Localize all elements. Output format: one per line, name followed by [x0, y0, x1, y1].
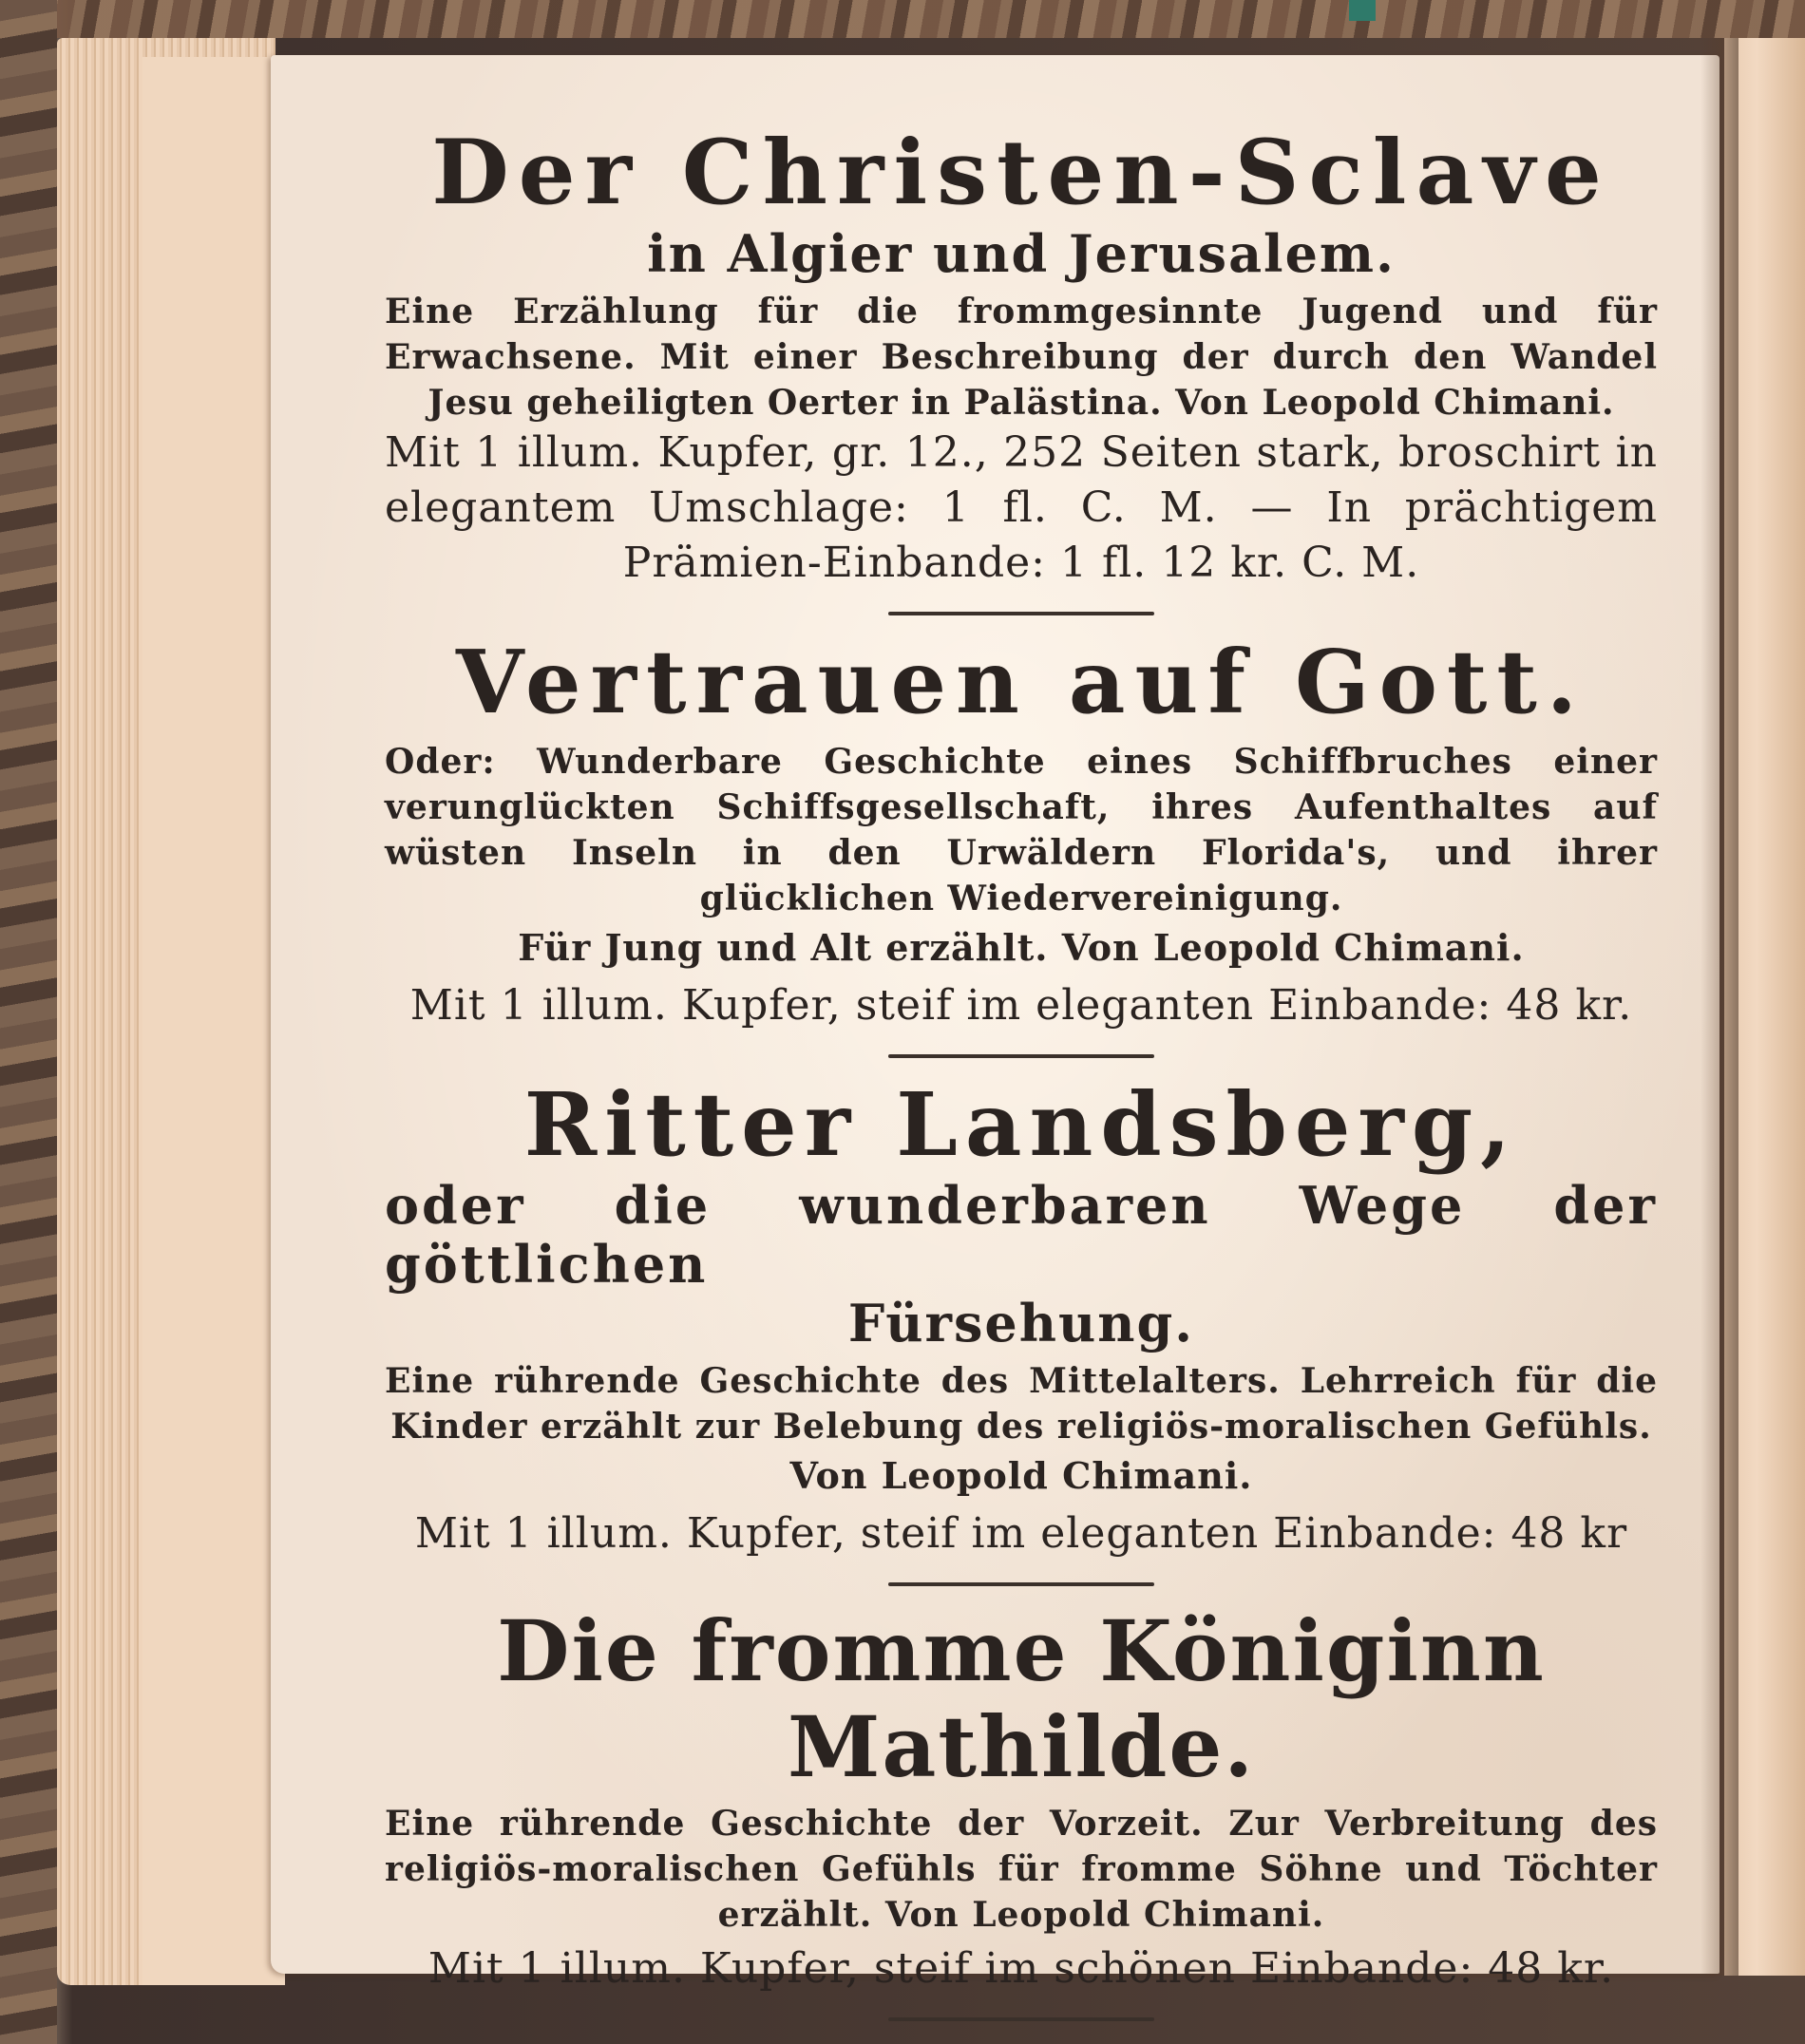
divider-rule: [888, 1054, 1154, 1058]
entry-subtitle-continued: Fürsehung.: [847, 1292, 1195, 1353]
entry-title: Der Christen-Sclave: [431, 121, 1611, 225]
divider-rule: [888, 1582, 1154, 1586]
entry-price: Mit 1 illum. Kupfer, steif im schönen Einbande: 48 kr.: [428, 1944, 1615, 1994]
entry-description: Eine rührende Geschichte des Mittelalters. Lehrreich für die Kinder erzählt zur Belebung des religiös-moralischen Gefühls.: [385, 1361, 1658, 1448]
entry-subtitle: in Algier und Jerusalem.: [647, 223, 1396, 285]
entry-koeniginn-mathilde: [385, 1603, 1658, 1997]
entry-description: Eine rührende Geschichte der Vorzeit. Zur Verbreitung des religiös-moralischen Gefühls für fromme Söhne und Töchter erzählt. Von Leopold Chimani.: [385, 1804, 1658, 1936]
entry-title: Die fromme Königinn Mathilde.: [497, 1601, 1546, 1797]
entry-vertrauen-auf-gott: [385, 633, 1658, 1033]
entry-ritter-landsberg: [385, 1072, 1658, 1561]
page-edges-inner: [142, 57, 285, 1985]
advertisement-content: [385, 122, 1658, 2038]
entry-title: Ritter Landsberg,: [523, 1072, 1519, 1176]
entry-description: Oder: Wunderbare Geschichte eines Schiffbruches einer verunglückten Schiffsgesellschaft, ihres Aufenthaltes auf wüsten Inseln in den Urwäldern Florida's, und ihrer glücklichen Wiedervereinigung.: [385, 741, 1658, 918]
entry-author-line: Für Jung und Alt erzählt. Von Leopold Chimani.: [518, 925, 1525, 969]
entry-title: Vertrauen auf Gott.: [456, 631, 1586, 734]
entry-christen-sclave: [385, 122, 1658, 591]
entry-price: Mit 1 illum. Kupfer, steif im eleganten Einbande: 48 kr: [414, 1509, 1628, 1559]
book-page: [271, 55, 1720, 1994]
page-gutter-shadow: [1700, 38, 1738, 1976]
marbled-spine: [0, 0, 57, 2044]
bookmark-ribbon: [1349, 0, 1376, 21]
divider-rule: [888, 612, 1154, 615]
entry-author-line: Von Leopold Chimani.: [789, 1454, 1253, 1498]
entry-price: Mit 1 illum. Kupfer, steif im eleganten Einbande: 48 kr.: [409, 980, 1633, 1030]
marbled-cover-edge: [0, 0, 1805, 38]
divider-rule: [888, 2017, 1154, 2021]
entry-subtitle: oder die wunderbaren Wege der göttlichen: [385, 1174, 1658, 1295]
entry-description: Eine Erzählung für die frommgesinnte Jugend und für Erwachsene. Mit einer Beschreibung der durch den Wandel Jesu geheiligten Oerter in Palästina. Von Leopold Chimani.: [385, 292, 1658, 424]
entry-price: Mit 1 illum. Kupfer, gr. 12., 252 Seiten stark, broschirt in elegantem Umschlage: 1 fl. C. M. — In prächtigem Prämien-Einbande: 1 fl. 12 kr. C. M.: [385, 428, 1658, 588]
